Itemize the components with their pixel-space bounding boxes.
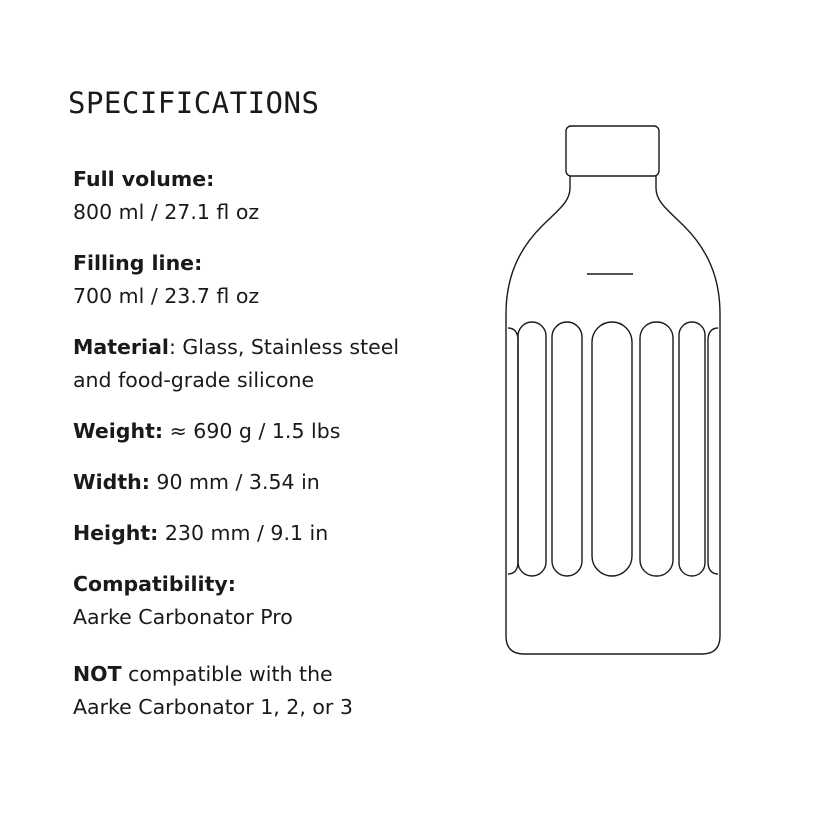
spec-value: Aarke Carbonator 1, 2, or 3 bbox=[73, 695, 353, 719]
spec-label: Compatibility: bbox=[73, 572, 236, 596]
sleeve-groove bbox=[552, 322, 582, 576]
spec-label: Filling line: bbox=[73, 251, 203, 275]
spec-compatibility bbox=[73, 568, 473, 634]
spec-value: compatible with the bbox=[121, 662, 333, 686]
sleeve-groove bbox=[592, 322, 632, 576]
spec-label: Weight: bbox=[73, 419, 164, 443]
spec-height bbox=[73, 517, 473, 550]
spec-value: and food-grade silicone bbox=[73, 368, 315, 392]
spec-value: ≈ 690 g / 1.5 lbs bbox=[163, 419, 341, 443]
spec-not-compatible bbox=[73, 658, 473, 724]
spec-label: Full volume: bbox=[73, 167, 215, 191]
spec-label: Material bbox=[73, 335, 169, 359]
spec-label: Height: bbox=[73, 521, 159, 545]
specifications-list bbox=[73, 163, 473, 742]
spec-value: Aarke Carbonator Pro bbox=[73, 605, 293, 629]
sleeve-groove bbox=[518, 322, 546, 576]
sleeve-groove bbox=[708, 328, 718, 574]
spec-label: NOT bbox=[73, 662, 122, 686]
spec-value: : Glass, Stainless steel bbox=[168, 335, 400, 359]
spec-material bbox=[73, 331, 473, 397]
page-title: SPECIFICATIONS bbox=[68, 86, 320, 120]
spec-value: 230 mm / 9.1 in bbox=[158, 521, 329, 545]
spec-filling-line bbox=[73, 247, 473, 313]
spec-value: 90 mm / 3.54 in bbox=[149, 470, 320, 494]
sleeve-groove bbox=[679, 322, 705, 576]
spec-weight bbox=[73, 415, 473, 448]
sleeve-groove bbox=[508, 328, 518, 574]
spec-value: 800 ml / 27.1 fl oz bbox=[73, 200, 260, 224]
bottle-body bbox=[506, 176, 720, 654]
spec-width bbox=[73, 466, 473, 499]
bottle-cap bbox=[566, 126, 659, 176]
spec-value: 700 ml / 23.7 fl oz bbox=[73, 284, 260, 308]
bottle-icon bbox=[498, 118, 728, 663]
spec-label: Width: bbox=[73, 470, 150, 494]
sleeve-groove bbox=[640, 322, 673, 576]
spec-full-volume bbox=[73, 163, 473, 229]
